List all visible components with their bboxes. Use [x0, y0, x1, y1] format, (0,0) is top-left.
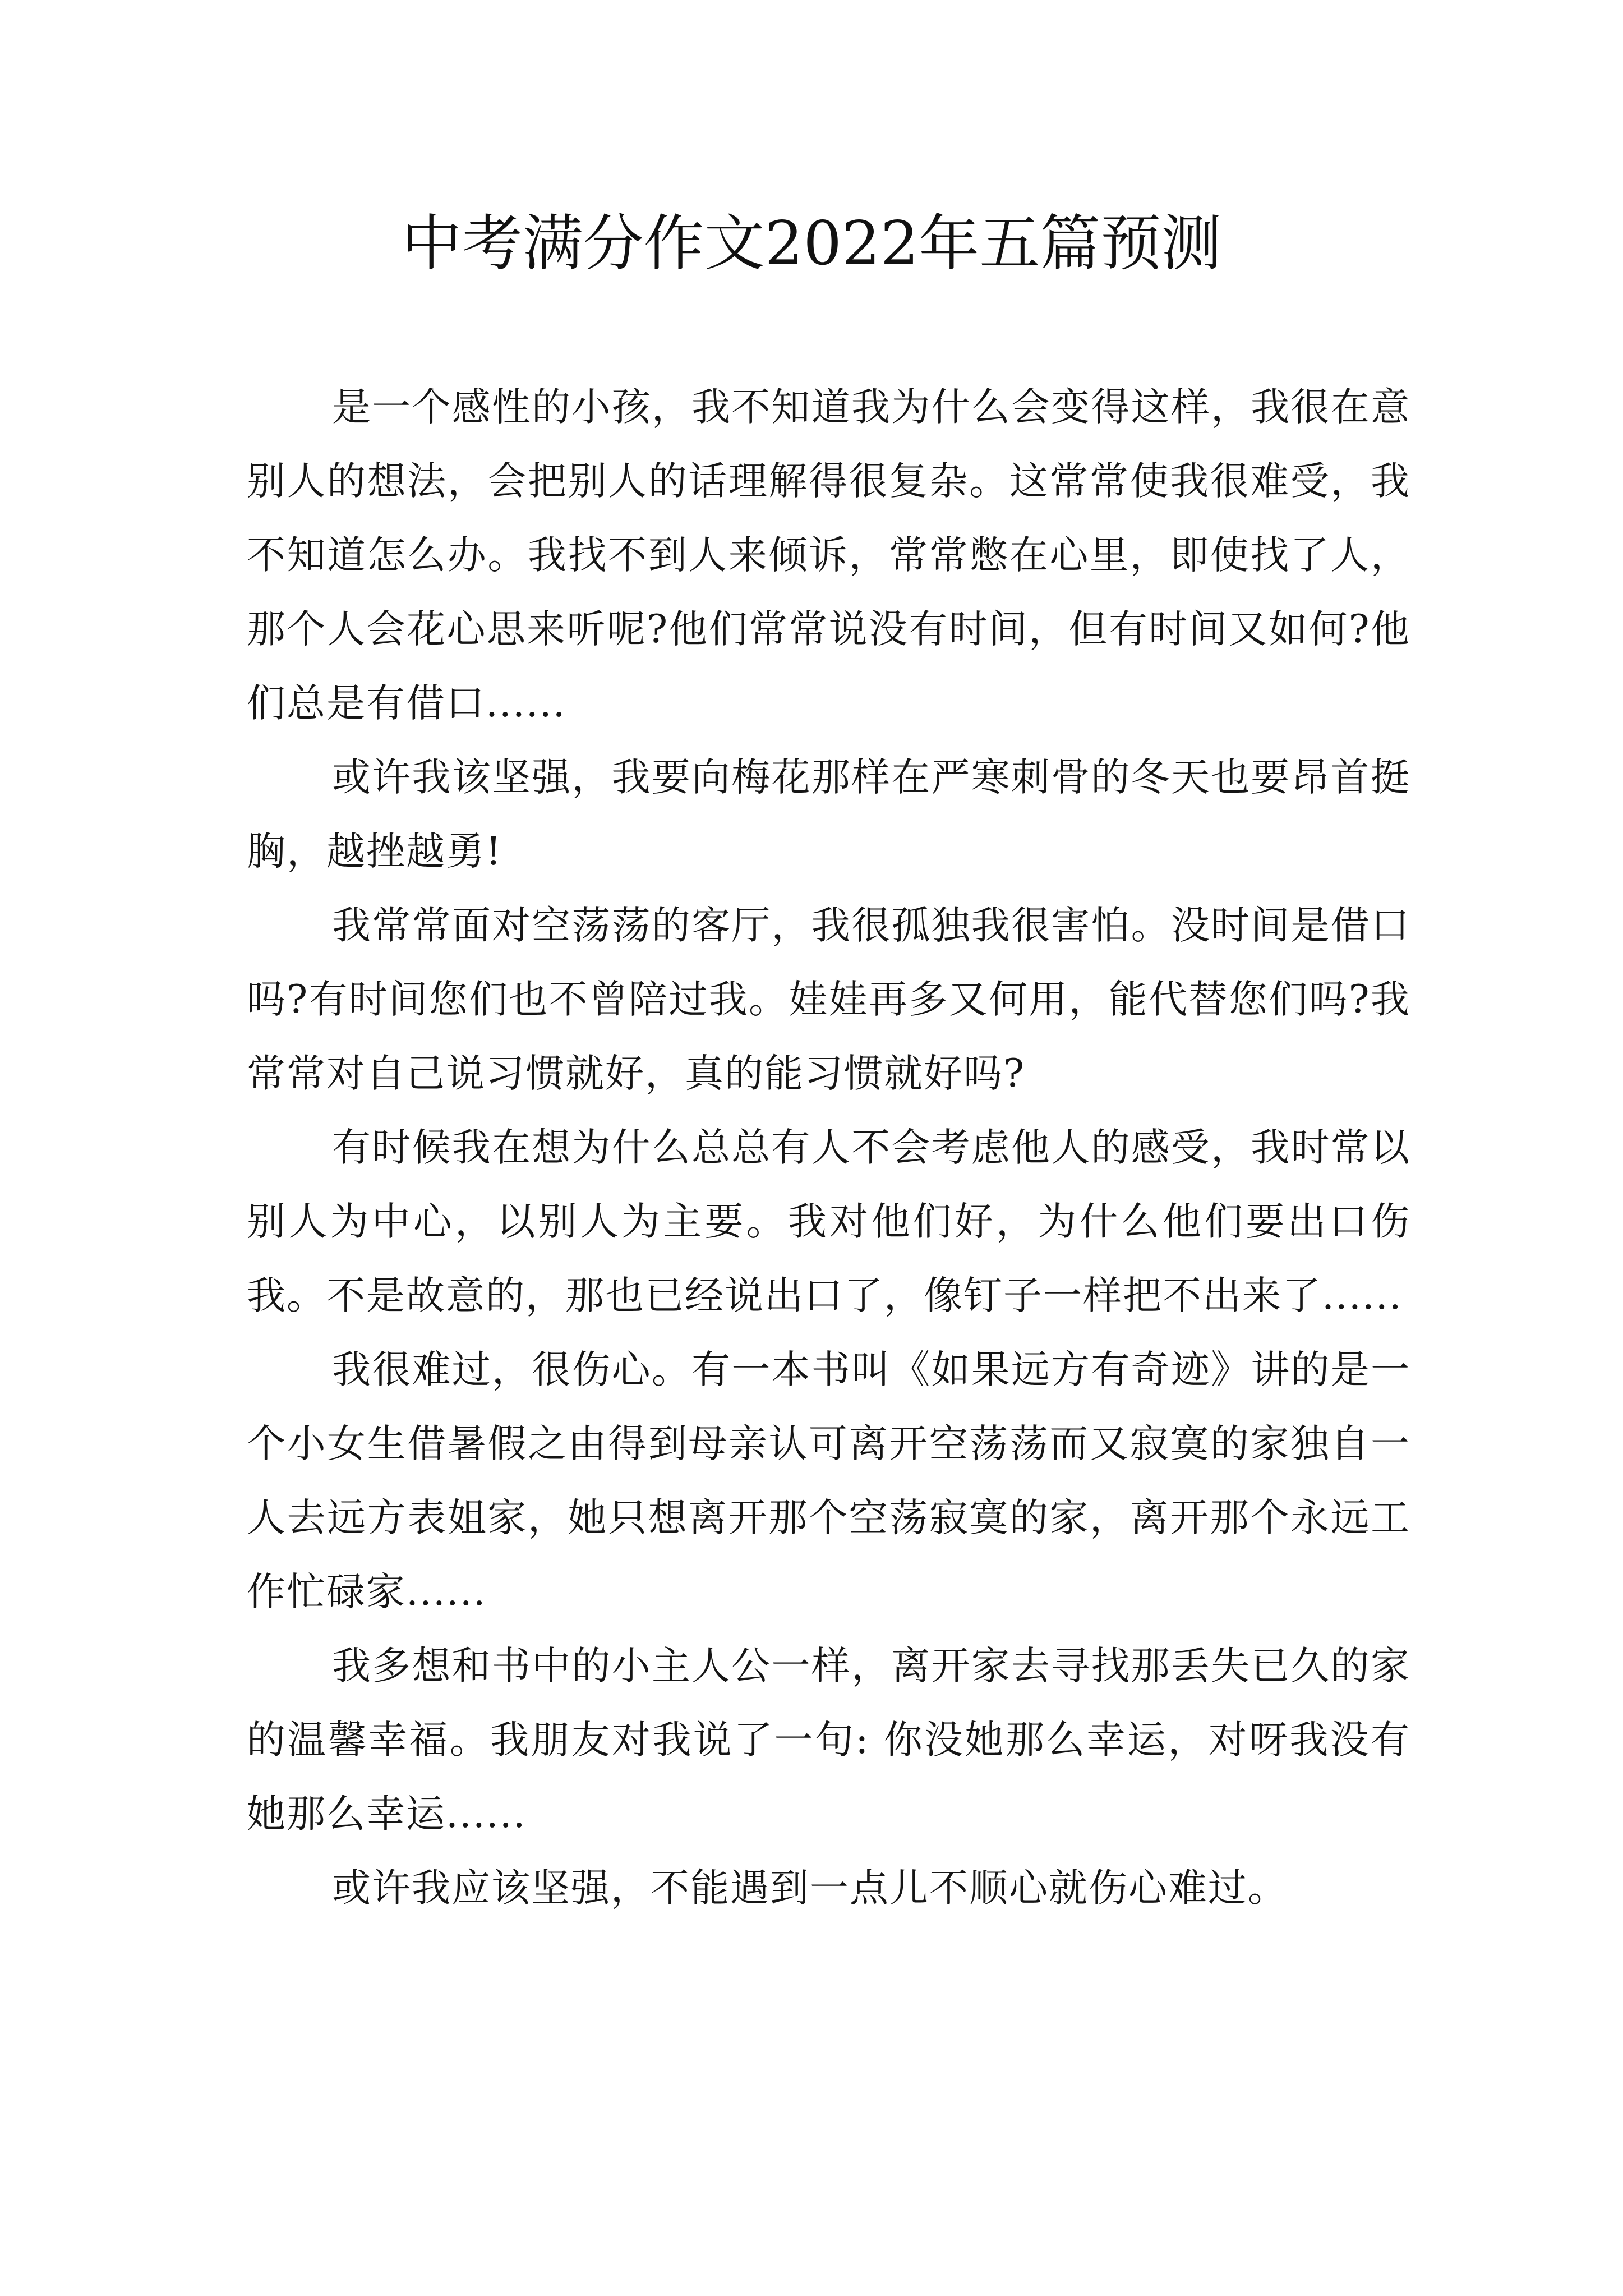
paragraph-2: 或许我该坚强，我要向梅花那样在严寒刺骨的冬天也要昂首挺胸，越挫越勇!	[247, 755, 1410, 874]
paragraph-6: 我多想和书中的小主人公一样，离开家去寻找那丢失已久的家的温馨幸福。我朋友对我说了一句: 你没她那么幸运，对呀我没有她那么幸运......	[247, 1644, 1410, 1837]
document-body	[247, 370, 1410, 1925]
paragraph-4: 有时候我在想为什么总总有人不会考虑他人的感受，我时常以别人为中心，以别人为主要。我对他们好，为什么他们要出口伤我。不是故意的，那也已经说出口了，像钉子一样把不出来了......	[247, 1125, 1410, 1318]
paragraph-5: 我很难过，很伤心。有一本书叫《如果远方有奇迹》讲的是一个小女生借暑假之由得到母亲认可离开空荡荡而又寂寞的家独自一人去远方表姐家，她只想离开那个空荡寂寞的家，离开那个永远工作忙碌家......	[247, 1347, 1410, 1614]
paragraph-3: 我常常面对空荡荡的客厅，我很孤独我很害怕。没时间是借口吗?有时间您们也不曾陪过我。娃娃再多又何用，能代替您们吗?我常常对自己说习惯就好，真的能习惯就好吗?	[247, 903, 1410, 1096]
paragraph-7: 或许我应该坚强，不能遇到一点儿不顺心就伤心难过。	[332, 1866, 1288, 1911]
paragraph-1: 是一个感性的小孩，我不知道我为什么会变得这样，我很在意别人的想法，会把别人的话理解得很复杂。这常常使我很难受，我不知道怎么办。我找不到人来倾诉，常常憋在心里，即使找了人，那个人会花心思来听呢?他们常常说没有时间，但有时间又如何?他们总是有借口......	[247, 385, 1410, 726]
document-title: 中考满分作文2022年五篇预测	[401, 209, 1222, 279]
